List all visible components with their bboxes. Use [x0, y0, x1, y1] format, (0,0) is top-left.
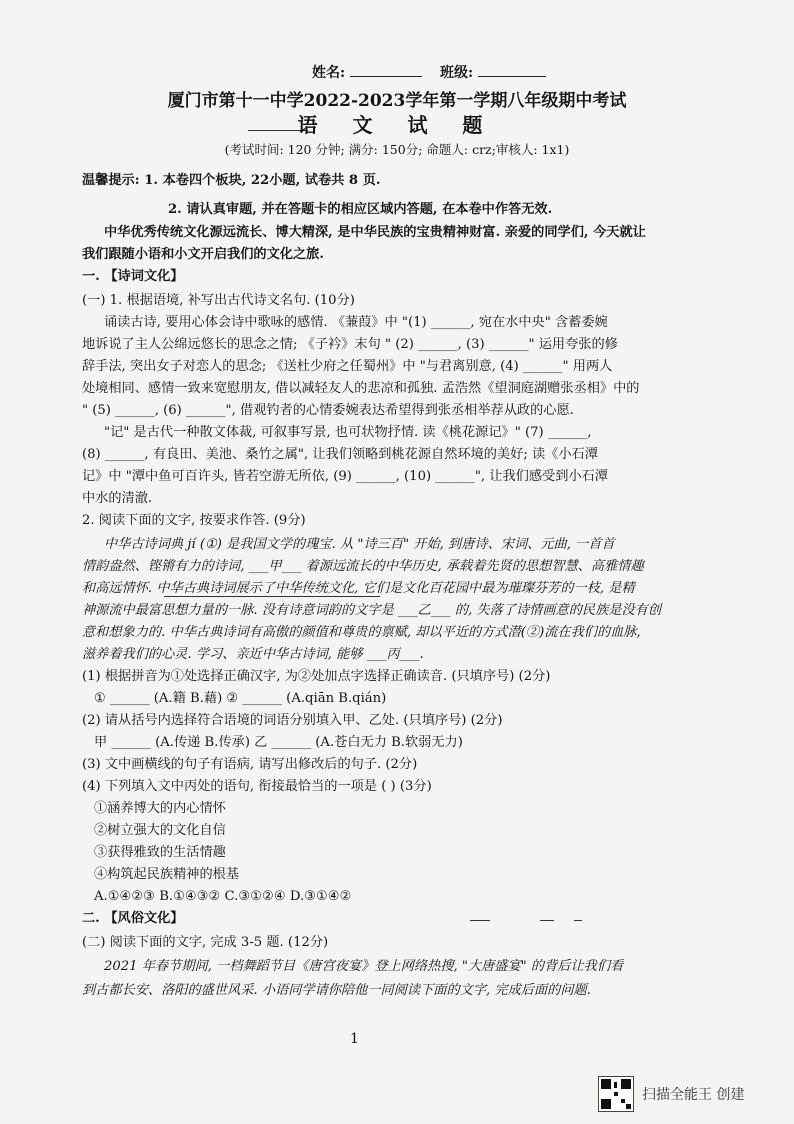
sentence-underline	[164, 596, 380, 597]
q2-passage-5: 意和想象力的. 中华古典诗词有高傲的颜值和尊贵的禀赋, 却以平近的方式潜(②)流在我们的血脉,	[82, 625, 641, 640]
section-2-passage-2: 到古都长安、洛阳的盛世风采. 小语同学请你陪他一同阅读下面的文字, 完成后面的问题.	[82, 983, 591, 998]
q1-line-2: 地诉说了主人公绵远悠长的思念之情; 《子衿》末句 " (2) ______, (3) ______" 运用夸张的修	[82, 337, 618, 352]
scanner-watermark: 扫描全能王 创建	[642, 1087, 745, 1103]
q1-line-9: 中水的清澈.	[82, 491, 153, 506]
option-3: ③获得雅致的生活情趣	[94, 845, 226, 860]
subq-2: (2) 请从括号内选择符合语境的词语分别填入甲、乙处. (只填序号) (2分)	[82, 713, 503, 728]
scan-mark-2	[540, 920, 554, 921]
section-1-heading: 一. 【诗词文化】	[82, 269, 184, 284]
q1-line-5: " (5) ______, (6) ______", 借观钓者的心情委婉表达希望得到张丞相举荐从政的心愿.	[82, 403, 574, 418]
subq-1-answers: ① ______ (A.籍 B.藉) ② ______ (A.qiān B.qián)	[94, 691, 387, 706]
name-blank	[350, 64, 422, 77]
intro-line-1: 中华优秀传统文化源远流长、博大精深, 是中华民族的宝贵精神财富. 亲爱的同学们, 今天就让	[104, 225, 646, 240]
q2-passage-3: 和高远情怀. 中华古典诗词展示了中华传统文化, 它们是文化百花园中最为璀璨芬芳的一枝, 是精	[82, 581, 635, 596]
name-label-text: 姓名:	[312, 65, 346, 81]
option-2: ②树立强大的文化自信	[94, 823, 226, 838]
section-2-question: (二) 阅读下面的文字, 完成 3-5 题. (12分)	[82, 935, 329, 950]
q2-passage-6: 滋养着我们的心灵. 学习、亲近中华古诗词, 能够 ___丙___.	[82, 647, 424, 662]
exam-info: (考试时间: 120 分钟; 满分: 150分; 命题人: crz;审核人: 1x1)	[224, 142, 570, 157]
q1-line-3: 辞手法, 突出女子对恋人的思念; 《送杜少府之任蜀州》中 "与君离别意, (4) ______" 用两人	[82, 359, 613, 374]
exam-subtitle: 语 文 试 题	[297, 113, 497, 137]
q1-line-4: 处境相同、感情一致来宽慰朋友, 借以减轻友人的悲凉和孤独. 孟浩然《望洞庭湖赠张丞相》中的	[82, 381, 640, 396]
q1-line-8: 记》中 "潭中鱼可百许头, 皆若空游无所依, (9) ______, (10) ______", 让我们感受到小石潭	[82, 469, 608, 484]
option-1: ①涵养博大的内心情怀	[94, 801, 226, 816]
q1-line-6: "记" 是古代一种散文体裁, 可叙事写景, 也可状物抒情. 读《桃花源记》" (7) ______,	[104, 425, 592, 440]
subq-1: (1) 根据拼音为①处选择正确汉字, 为②处加点字选择正确读音. (只填序号) (2分)	[82, 669, 551, 684]
subq-2-answers: 甲 ______ (A.传递 B.传承) 乙 ______ (A.苍白无力 B.软弱无力)	[94, 735, 463, 750]
scan-mark-1	[470, 920, 490, 921]
answer-choices: A.①④②③ B.①④③② C.③①②④ D.③①④②	[94, 889, 352, 904]
exam-title: 厦门市第十一中学2022-2023学年第一学期八年级期中考试	[167, 91, 627, 111]
tip-1: 温馨提示: 1. 本卷四个板块, 22小题, 试卷共 8 页.	[82, 173, 381, 188]
class-blank	[478, 64, 546, 77]
page-number: 1	[350, 1031, 359, 1047]
q1-title: (一) 1. 根据语境, 补写出古代诗文名句. (10分)	[82, 293, 355, 308]
tip-2: 2. 请认真审题, 并在答题卡的相应区域内答题, 在本卷中作答无效.	[168, 202, 553, 217]
intro-line-2: 我们跟随小语和小文开启我们的文化之旅.	[82, 247, 324, 262]
subq-3: (3) 文中画横线的句子有语病, 请写出修改后的句子. (2分)	[82, 757, 418, 772]
q2-passage-4: 神源流中最富思想力量的一脉. 没有诗意词韵的文字是 ___乙___ 的, 失落了诗情画意的民族是没有创	[82, 603, 662, 618]
subq-4: (4) 下列填入文中丙处的语句, 衔接最恰当的一项是 ( ) (3分)	[82, 779, 432, 794]
option-4: ④构筑起民族精神的根基	[94, 867, 240, 882]
scan-mark-3	[574, 920, 582, 921]
q2-passage-2: 情韵盎然、铿锵有力的诗词, ___甲___ 着源远流长的中华历史, 承载着先贤的思想智慧、高雅情趣	[82, 559, 644, 574]
q2-passage-1: 中华古诗词典 jí (①) 是我国文学的瑰宝. 从 "诗三百" 开始, 到唐诗、宋词、元曲, 一首首	[104, 537, 615, 552]
class-label-text: 班级:	[440, 65, 474, 81]
section-2-passage-1: 2021 年春节期间, 一档舞蹈节目《唐宫夜宴》登上网络热搜, "大唐盛宴" 的背后让我们看	[104, 959, 624, 974]
q1-line-7: (8) ______, 有良田、美池、桑竹之属", 让我们领略到桃花源自然环境的美好; 读《小石潭	[82, 447, 598, 462]
name-label	[312, 64, 422, 82]
section-2-heading: 二. 【风俗文化】	[82, 911, 184, 926]
q1-line-1: 诵读古诗, 要用心体会诗中歌咏的感情. 《蒹葭》中 "(1) ______, 宛在水中央" 含蓄委婉	[104, 315, 608, 330]
qr-code-icon	[598, 1076, 634, 1112]
q2-title: 2. 阅读下面的文字, 按要求作答. (9分)	[82, 513, 306, 528]
class-label	[440, 64, 546, 82]
